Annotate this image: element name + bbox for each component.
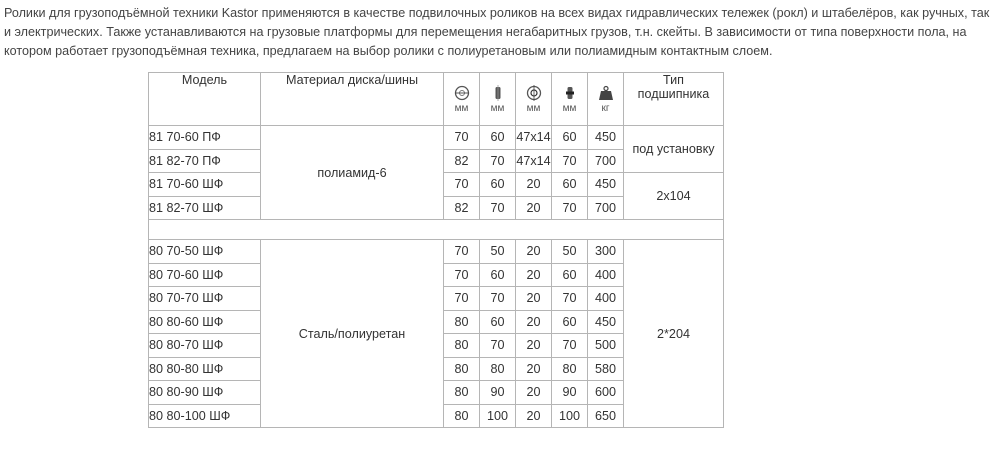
value-cell-w: 70 — [480, 334, 516, 358]
value-cell-load: 400 — [588, 263, 624, 287]
model-cell: 80 80-60 ШФ — [149, 310, 261, 334]
value-cell-w: 60 — [480, 310, 516, 334]
bearing-cell: 2*204 — [624, 240, 724, 428]
value-cell-load: 450 — [588, 173, 624, 197]
model-cell: 80 80-80 ШФ — [149, 357, 261, 381]
value-cell-l: 70 — [552, 287, 588, 311]
unit-label: кг — [601, 103, 610, 114]
spacer-cell — [149, 220, 724, 240]
value-cell-hub: 20 — [516, 334, 552, 358]
value-cell-hub: 47х14 — [516, 126, 552, 150]
unit-label: мм — [490, 103, 505, 114]
value-cell-l: 100 — [552, 404, 588, 428]
value-cell-l: 60 — [552, 310, 588, 334]
model-cell: 80 70-50 ШФ — [149, 240, 261, 264]
value-cell-load: 600 — [588, 381, 624, 405]
value-cell-l: 50 — [552, 240, 588, 264]
bearing-cell: 2х104 — [624, 173, 724, 220]
unit-label: мм — [526, 103, 541, 114]
value-cell-w: 100 — [480, 404, 516, 428]
value-cell-load: 300 — [588, 240, 624, 264]
header-bearing-line1: Тип — [663, 73, 684, 87]
value-cell-w: 90 — [480, 381, 516, 405]
value-cell-d: 82 — [444, 149, 480, 173]
value-cell-load: 700 — [588, 149, 624, 173]
header-material: Материал диска/шины — [261, 73, 444, 126]
header-wheel-width — [480, 73, 516, 126]
value-cell-load: 400 — [588, 287, 624, 311]
value-cell-hub: 47х14 — [516, 149, 552, 173]
value-cell-d: 82 — [444, 196, 480, 220]
value-cell-w: 70 — [480, 149, 516, 173]
value-cell-l: 70 — [552, 334, 588, 358]
value-cell-hub: 20 — [516, 310, 552, 334]
value-cell-hub: 20 — [516, 240, 552, 264]
value-cell-l: 60 — [552, 263, 588, 287]
table-row — [149, 240, 724, 264]
model-cell: 80 70-70 ШФ — [149, 287, 261, 311]
value-cell-d: 70 — [444, 173, 480, 197]
spacer-row — [149, 220, 724, 240]
wheel-diameter-icon — [454, 85, 470, 101]
model-cell: 80 80-70 ШФ — [149, 334, 261, 358]
load-weight-icon — [598, 85, 614, 101]
value-cell-d: 80 — [444, 310, 480, 334]
value-cell-l: 70 — [552, 196, 588, 220]
value-cell-w: 50 — [480, 240, 516, 264]
model-cell: 81 82-70 ПФ — [149, 149, 261, 173]
model-cell: 80 80-100 ШФ — [149, 404, 261, 428]
value-cell-w: 60 — [480, 263, 516, 287]
value-cell-hub: 20 — [516, 404, 552, 428]
header-hub-length — [552, 73, 588, 126]
value-cell-l: 90 — [552, 381, 588, 405]
intro-paragraph: Ролики для грузоподъёмной техники Kastor применяются в качестве подвилочных роликов на всех видах гидравлических тележек (рокл) и штабелёров, как ручных, так и электрических. Также устанавливаются на грузовые платформы для перемещения негабаритных грузов, т.н. скейты. В зависимости от типа поверхности пола, на котором работает грузоподъёмная техника, предлагаем на выбор ролики с полиуретановым или полиамидным контактным слоем. — [4, 6, 990, 58]
header-bearing — [624, 73, 724, 126]
header-wheel-diameter — [444, 73, 480, 126]
value-cell-d: 80 — [444, 357, 480, 381]
model-cell: 81 70-60 ПФ — [149, 126, 261, 150]
value-cell-w: 70 — [480, 287, 516, 311]
unit-label: мм — [562, 103, 577, 114]
value-cell-hub: 20 — [516, 196, 552, 220]
value-cell-load: 700 — [588, 196, 624, 220]
value-cell-d: 80 — [444, 381, 480, 405]
value-cell-l: 60 — [552, 126, 588, 150]
model-cell: 81 70-60 ШФ — [149, 173, 261, 197]
header-model: Модель — [149, 73, 261, 126]
value-cell-d: 80 — [444, 334, 480, 358]
wheel-width-icon — [490, 85, 506, 101]
table-header-row — [149, 73, 724, 126]
value-cell-d: 70 — [444, 287, 480, 311]
header-hub-bore — [516, 73, 552, 126]
value-cell-hub: 20 — [516, 263, 552, 287]
unit-label: мм — [454, 103, 469, 114]
value-cell-d: 70 — [444, 263, 480, 287]
roller-spec-table — [148, 72, 724, 428]
value-cell-w: 70 — [480, 196, 516, 220]
hub-bore-icon — [526, 85, 542, 101]
value-cell-hub: 20 — [516, 173, 552, 197]
value-cell-l: 80 — [552, 357, 588, 381]
hub-length-icon — [562, 85, 578, 101]
value-cell-load: 450 — [588, 126, 624, 150]
model-cell: 81 82-70 ШФ — [149, 196, 261, 220]
value-cell-d: 70 — [444, 126, 480, 150]
value-cell-d: 80 — [444, 404, 480, 428]
value-cell-load: 580 — [588, 357, 624, 381]
bearing-cell: под установку — [624, 126, 724, 173]
header-load — [588, 73, 624, 126]
material-cell: полиамид-6 — [261, 126, 444, 220]
material-cell: Сталь/полиуретан — [261, 240, 444, 428]
value-cell-load: 500 — [588, 334, 624, 358]
value-cell-l: 60 — [552, 173, 588, 197]
header-bearing-line2: подшипника — [637, 87, 710, 101]
model-cell: 80 80-90 ШФ — [149, 381, 261, 405]
value-cell-load: 650 — [588, 404, 624, 428]
value-cell-l: 70 — [552, 149, 588, 173]
value-cell-hub: 20 — [516, 381, 552, 405]
value-cell-w: 60 — [480, 173, 516, 197]
value-cell-w: 60 — [480, 126, 516, 150]
value-cell-w: 80 — [480, 357, 516, 381]
value-cell-hub: 20 — [516, 357, 552, 381]
value-cell-load: 450 — [588, 310, 624, 334]
value-cell-d: 70 — [444, 240, 480, 264]
table-row — [149, 126, 724, 150]
model-cell: 80 70-60 ШФ — [149, 263, 261, 287]
value-cell-hub: 20 — [516, 287, 552, 311]
